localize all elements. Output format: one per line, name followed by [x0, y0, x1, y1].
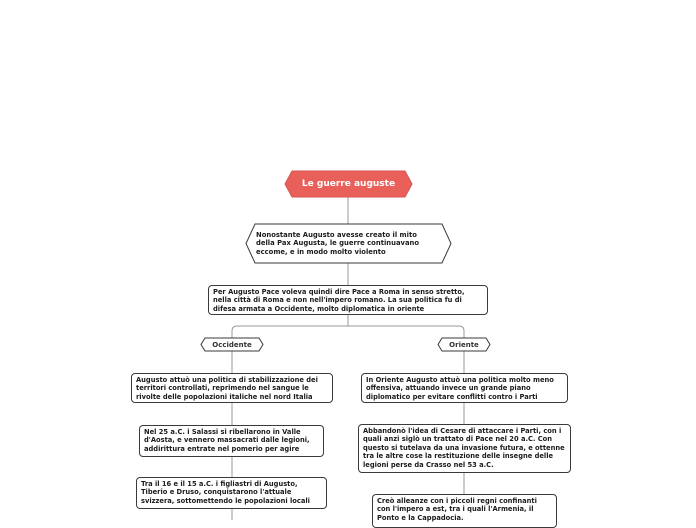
west-node-1[interactable]: [131, 373, 333, 403]
main-node-text: Per Augusto Pace voleva quindi dire Pace a Roma in senso stretto, nella città di Roma e non nell'impero romano. La sua politica fu di difesa armata a Occidente, molto diplomatica in oriente: [213, 288, 465, 313]
west-node-2[interactable]: [139, 425, 324, 457]
west-branch-label[interactable]: Occidente: [212, 340, 252, 349]
east-node-1-text: In Oriente Augusto attuò una politica molto meno offensiva, attuando invece un grande piano diplomatico per evitare conflitti contro i Parti: [366, 376, 554, 401]
main-node[interactable]: [208, 285, 488, 315]
east-node-2[interactable]: [358, 424, 571, 473]
intro-node-text: Nonostante Augusto avesse creato il mito della Pax Augusta, le guerre continuavano eccome, e in modo molto violento: [256, 231, 420, 256]
west-node-2-text: Nel 25 a.C. i Salassi si ribellarono in Valle d'Aosta, e vennero massacrati dalle legioni, addirittura entrate nel pomerio per agire: [144, 428, 310, 453]
intro-node[interactable]: [256, 231, 436, 259]
west-node-1-text: Augusto attuò una politica di stabilizzazione dei territori controllati, reprimendo nel sangue le rivolte delle popolazioni italiche nel nord Italia: [136, 376, 318, 401]
west-node-3-text: Tra il 16 e il 15 a.C. i figliastri di Augusto, Tiberio e Druso, conquistarono l'attuale svizzera, sottomettendo le popolazioni locali: [141, 480, 310, 505]
east-node-3-text: Creò alleanze con i piccoli regni confinanti con l'impero a est, tra i quali l'Armenia, il Ponto e la Cappadocia.: [377, 497, 537, 522]
east-node-1[interactable]: [361, 373, 568, 403]
west-node-3[interactable]: [136, 477, 327, 509]
east-node-3[interactable]: [372, 494, 557, 528]
root-node-label[interactable]: Le guerre auguste: [301, 179, 396, 189]
connector-branch-split: [232, 326, 464, 338]
east-node-2-text: Abbandonò l'idea di Cesare di attaccare i Parti, con i quali anzi siglò un trattato di Pace nel 20 a.C. Con questo si tutelava da una invasione futura, e ottenne tra le altre cose la restituzione delle insegne delle legioni perse da Crasso nel 53 a.C.: [363, 427, 565, 469]
east-branch-label[interactable]: Oriente: [449, 340, 479, 349]
